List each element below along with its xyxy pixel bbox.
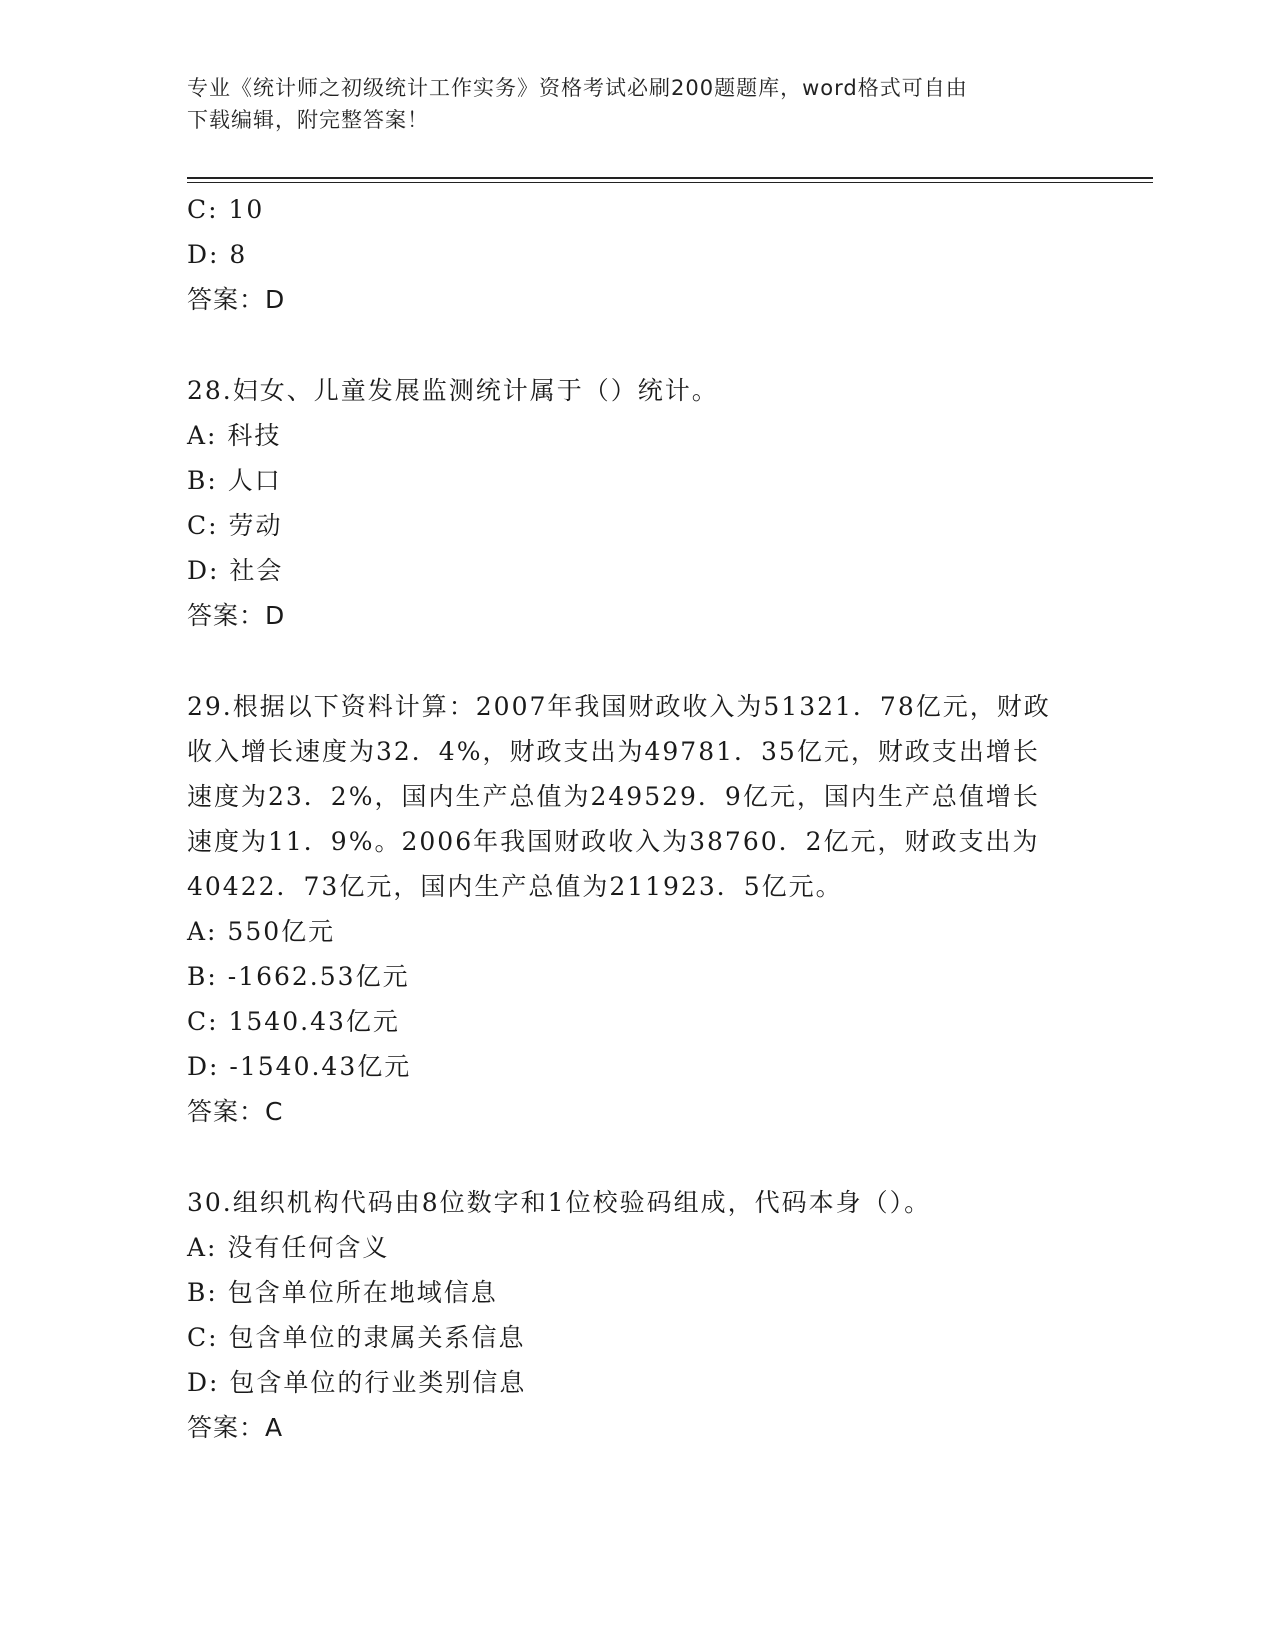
option-b: B: -1662.53亿元 xyxy=(187,962,410,991)
option-d: D: 8 xyxy=(187,240,248,269)
question-stem-line: 速度为11．9%。2006年我国财政收入为38760．2亿元，财政支出为 xyxy=(187,827,1040,856)
question-stem-line: 40422．73亿元，国内生产总值为211923．5亿元。 xyxy=(187,872,843,901)
option-c: C: 1540.43亿元 xyxy=(187,1007,400,1036)
spacer xyxy=(187,638,1087,684)
header-line-1: 专业《统计师之初级统计工作实务》资格考试必刷200题题库，word格式可自由 xyxy=(187,76,968,100)
header-line-2: 下载编辑，附完整答案！ xyxy=(187,108,429,132)
answer-line: 答案：A xyxy=(187,1413,284,1442)
question-30 xyxy=(187,1180,1087,1450)
option-c: C: 10 xyxy=(187,195,265,224)
question-stem-line: 速度为23．2%，国内生产总值为249529．9亿元，国内生产总值增长 xyxy=(187,782,1040,811)
question-29 xyxy=(187,684,1087,1134)
option-b: B: 人口 xyxy=(187,466,282,495)
option-b: B: 包含单位所在地域信息 xyxy=(187,1278,498,1307)
answer-line: 答案：C xyxy=(187,1097,284,1126)
option-c: C: 包含单位的隶属关系信息 xyxy=(187,1323,526,1352)
question-stem-line: 29.根据以下资料计算：2007年我国财政收入为51321．78亿元，财政 xyxy=(187,692,1051,721)
option-d: D: -1540.43亿元 xyxy=(187,1052,412,1081)
option-a: A: 550亿元 xyxy=(187,917,336,946)
question-28 xyxy=(187,368,1087,638)
option-c: C: 劳动 xyxy=(187,511,283,540)
spacer xyxy=(187,322,1087,368)
option-a: A: 科技 xyxy=(187,421,282,450)
question-stem: 30.组织机构代码由8位数字和1位校验码组成，代码本身（）。 xyxy=(187,1188,932,1217)
option-d: D: 包含单位的行业类别信息 xyxy=(187,1368,527,1397)
answer-line: 答案：D xyxy=(187,285,286,314)
document-body xyxy=(187,187,1087,1450)
header-rule-thick xyxy=(187,177,1153,179)
option-d: D: 社会 xyxy=(187,556,284,585)
option-a: A: 没有任何含义 xyxy=(187,1233,390,1262)
spacer xyxy=(187,1134,1087,1180)
page-header xyxy=(187,72,1067,136)
question-stem: 28.妇女、儿童发展监测统计属于（）统计。 xyxy=(187,376,719,405)
header-rule-thin xyxy=(187,182,1153,183)
answer-line: 答案：D xyxy=(187,601,286,630)
question-stem-line: 收入增长速度为32．4%，财政支出为49781．35亿元，财政支出增长 xyxy=(187,737,1040,766)
prev-question-block xyxy=(187,187,1087,322)
